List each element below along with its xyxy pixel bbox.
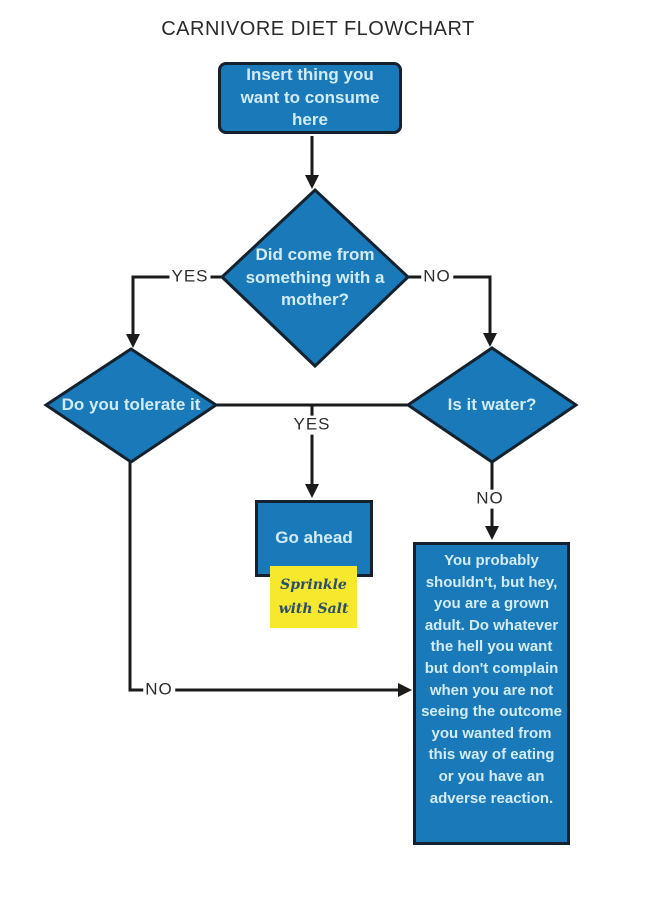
mother-decision-label: Did come from something with a mother? xyxy=(245,245,385,310)
edge-label-mother-no: NO xyxy=(423,266,451,286)
page-title: CARNIVORE DIET FLOWCHART xyxy=(161,18,475,40)
edge-label-tolerate-no: NO xyxy=(145,679,173,699)
edge-label-water-no: NO xyxy=(476,488,504,508)
edge-mother-no-to-water xyxy=(408,277,497,347)
edge-mother-yes-to-tolerate xyxy=(126,277,222,348)
tolerate-decision-label: Do you tolerate it xyxy=(61,395,201,415)
edge-start-to-mother xyxy=(305,136,319,189)
sticky-note-line1: Sprinkle xyxy=(280,577,347,593)
sticky-note xyxy=(270,566,357,628)
outcome-node xyxy=(413,542,570,845)
go-ahead-node-label: Go ahead xyxy=(275,528,353,547)
outcome-node-label: You probably shouldn't, but hey, you are a grown adult. Do whatever the hell you want but don't complain when you are not seeing the outcome you wanted from this way of eating or you have an adverse reaction. xyxy=(421,552,562,807)
water-decision-label: Is it water? xyxy=(447,394,537,414)
tolerate-decision-diamond xyxy=(46,349,216,462)
water-decision-diamond xyxy=(408,348,576,462)
start-node-label: Insert thing you want to consume here xyxy=(240,65,380,130)
mother-decision-diamond xyxy=(222,190,408,366)
start-node xyxy=(218,62,402,134)
edge-label-tolerate-yes: YES xyxy=(293,414,331,434)
edge-label-mother-yes: YES xyxy=(171,266,209,286)
sticky-note-line2: with Salt xyxy=(278,601,349,617)
